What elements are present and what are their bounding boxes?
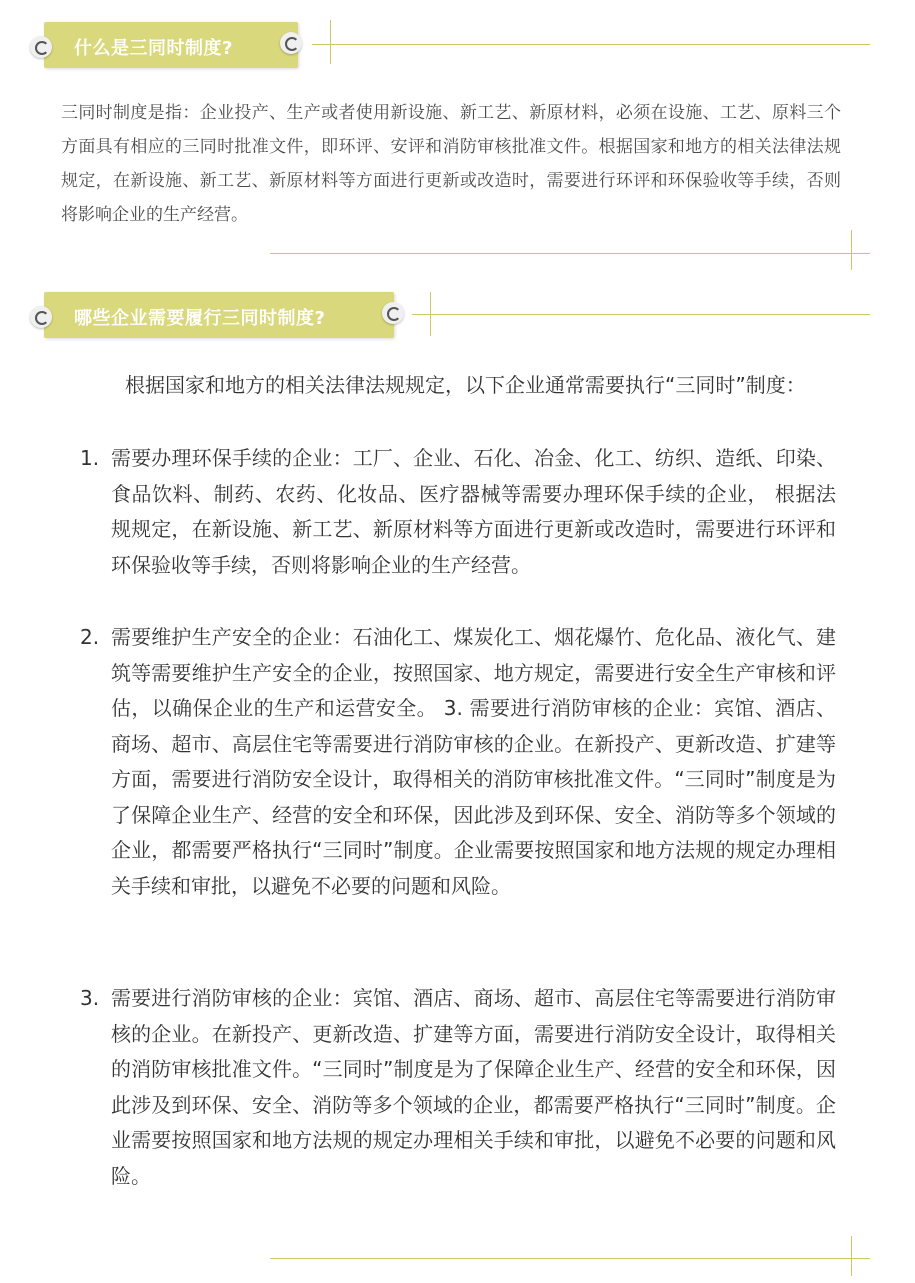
section1-paragraph: 三同时制度是指：企业投产、生产或者使用新设施、新工艺、新原材料，必须在设施、工艺、原料三个方面具有相应的三同时批准文件，即环评、安评和消防审核批准文件。根据国家和地方的相关法律法规规定，在新设施、新工艺、新原材料等方面进行更新或改造时，需要进行环评和环保验收等手续，否则将影响企业的生产经营。 (61, 103, 841, 225)
ring-left-icon (30, 36, 52, 58)
section-divider-tick (851, 230, 852, 270)
list-item (80, 620, 836, 904)
bottom-divider (270, 1258, 870, 1259)
list-item-number: 3. (80, 986, 100, 1010)
list-item-text: 需要办理环保手续的企业：工厂、企业、石化、冶金、化工、纺织、造纸、印染、食品饮料、制药、农药、化妆品、医疗器械等需要办理环保手续的企业， 根据法规规定，在新设施、新工艺、新原材料等方面进行更新或改造时，需要进行环评和环保验收等手续，否则将影响企业的生产经营。 (111, 446, 836, 577)
section-divider (270, 253, 870, 254)
section2-heading: 哪些企业需要履行三同时制度? (74, 308, 326, 329)
section2-heading-banner (44, 292, 394, 338)
section1-heading-block (30, 22, 302, 68)
ring-right-icon (382, 302, 404, 324)
section2-heading-block (30, 292, 410, 338)
section1-heading: 什么是三同时制度? (74, 38, 233, 59)
divider-vertical (330, 20, 331, 64)
section1-heading-banner (44, 22, 298, 68)
divider-horizontal (412, 314, 870, 315)
ring-right-icon (280, 32, 302, 54)
list-item-number: 2. (80, 625, 100, 649)
list-item-text: 需要维护生产安全的企业：石油化工、煤炭化工、烟花爆竹、危化品、液化气、建筑等需要维护生产安全的企业，按照国家、地方规定，需要进行安全生产审核和评估，以确保企业的生产和运营安全。 3. 需要进行消防审核的企业：宾馆、酒店、商场、超市、高层住宅等需要进行消防审核的企业。在新投产、更新改造、扩建等方面，需要进行消防安全设计，取得相关的消防审核批准文件。“三同时”制度是为了保障企业生产、经营的安全和环保，因此涉及到环保、安全、消防等多个领域的企业，都需要严格执行“三同时”制度。企业需要按照国家和地方法规的规定办理相关手续和审批，以避免不必要的问题和风险。 (111, 625, 836, 898)
list-item-number: 1. (80, 446, 100, 470)
list-item (80, 441, 836, 583)
list-item (80, 981, 836, 1194)
list-item-text: 需要进行消防审核的企业：宾馆、酒店、商场、超市、高层住宅等需要进行消防审核的企业。在新投产、更新改造、扩建等方面，需要进行消防安全设计，取得相关的消防审核批准文件。“三同时”制度是为了保障企业生产、经营的安全和环保，因此涉及到环保、安全、消防等多个领域的企业，都需要严格执行“三同时”制度。企业需要按照国家和地方法规的规定办理相关手续和审批，以避免不必要的问题和风险。 (111, 986, 836, 1188)
ring-left-icon (30, 306, 52, 328)
section2-intro: 根据国家和地方的相关法律法规规定，以下企业通常需要执行“三同时”制度： (125, 373, 806, 397)
bottom-divider-tick (851, 1236, 852, 1276)
divider-horizontal (312, 44, 870, 45)
